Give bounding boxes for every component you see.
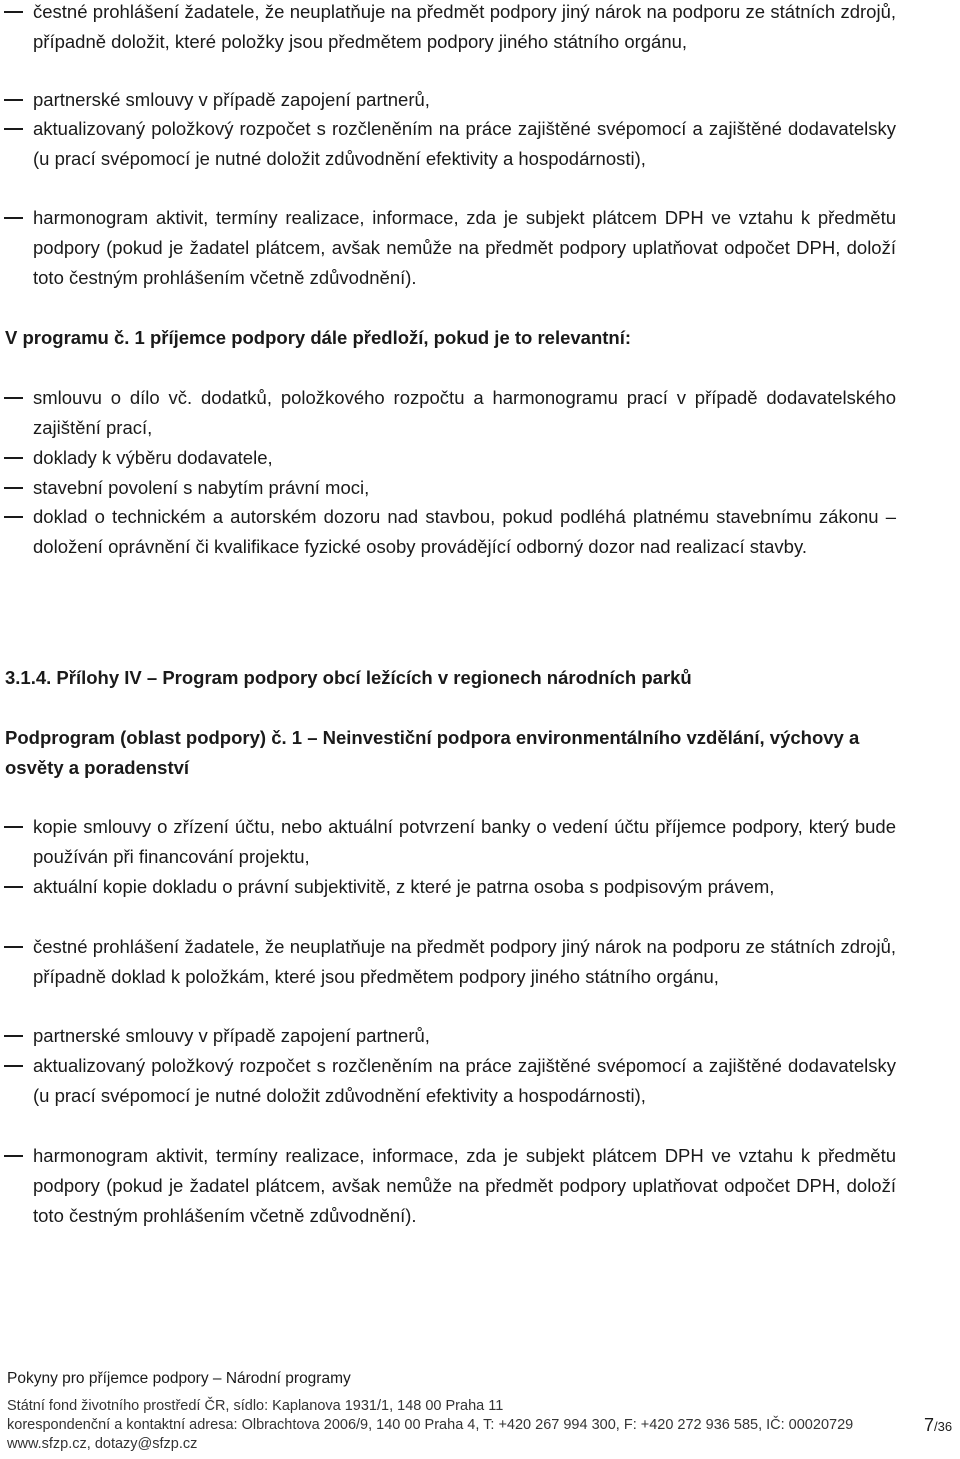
list-item-text: aktualizovaný položkový rozpočet s rozčleněním na práce zajištěné svépomocí a zajištěné dodavatelsky (u prací svépomocí je nutné doložit zdůvodnění efektivity a hospodárnosti), [33, 118, 896, 169]
list-item [0, 812, 900, 872]
page-current: 7 [924, 1415, 935, 1435]
list-item-text: doklady k výběru dodavatele, [33, 447, 273, 468]
program-heading: V programu č. 1 příjemce podpory dále předloží, pokud je to relevantní: [5, 327, 632, 348]
dash-bullet [4, 1155, 23, 1157]
footer-web: www.sfzp.cz, dotazy@sfzp.cz [7, 1436, 198, 1452]
list-item-text: stavební povolení s nabytím právní moci, [33, 477, 370, 498]
page-number [924, 1414, 952, 1438]
dash-bullet [4, 516, 23, 518]
dash-bullet [4, 217, 23, 219]
list-item-text: harmonogram aktivit, termíny realizace, informace, zda je subjekt plátcem DPH ve vztahu k předmětu podpory (pokud je žadatel plátcem, avšak nemůže na předmět podpory uplatňovat odpočet DPH, doloží toto čestným prohlášením včetně zdůvodnění). [33, 207, 896, 288]
list-item [0, 932, 900, 992]
list-item [0, 443, 900, 473]
dash-bullet [4, 946, 23, 948]
list-item [0, 1051, 900, 1111]
subprogram-heading: Podprogram (oblast podpory) č. 1 – Neinvestiční podpora environmentálního vzdělání, výchovy a osvěty a poradenství [5, 727, 860, 778]
dash-bullet [4, 1035, 23, 1037]
dash-bullet [4, 11, 23, 13]
list-item [0, 473, 900, 503]
list-item-text: doklad o technickém a autorském dozoru nad stavbou, pokud podléhá platnému stavebnímu zákonu – doložení oprávnění či kvalifikace fyzické osoby provádějící odborný dozor nad realizací stavby. [33, 506, 896, 557]
dash-bullet [4, 397, 23, 399]
list-item-text: partnerské smlouvy v případě zapojení partnerů, [33, 89, 430, 110]
dash-bullet [4, 1065, 23, 1067]
dash-bullet [4, 886, 23, 888]
list-item [0, 502, 900, 562]
list-item-text: aktualizovaný položkový rozpočet s rozčleněním na práce zajištěné svépomocí a zajištěné dodavatelsky (u prací svépomocí je nutné doložit zdůvodnění efektivity a hospodárnosti), [33, 1055, 896, 1106]
footer-address: Státní fond životního prostředí ČR, sídlo: Kaplanova 1931/1, 148 00 Praha 11 [7, 1398, 504, 1414]
footer-title: Pokyny pro příjemce podpory – Národní programy [7, 1370, 351, 1387]
page-total: /36 [934, 1419, 953, 1434]
list-item-text: partnerské smlouvy v případě zapojení partnerů, [33, 1025, 430, 1046]
list-item [0, 114, 900, 174]
list-item [0, 1021, 900, 1051]
list-item-text: harmonogram aktivit, termíny realizace, informace, zda je subjekt plátcem DPH ve vztahu k předmětu podpory (pokud je žadatel plátcem, avšak nemůže na předmět podpory uplatňovat odpočet DPH, doloží toto čestným prohlášením včetně zdůvodnění). [33, 1145, 896, 1226]
list-item-text: čestné prohlášení žadatele, že neuplatňuje na předmět podpory jiný nárok na podporu ze státních zdrojů, případně doložit, které položky jsou předmětem podpory jiného státního orgánu, [33, 1, 896, 52]
dash-bullet [4, 487, 23, 489]
dash-bullet [4, 99, 23, 101]
list-item [0, 85, 900, 115]
list-item [0, 383, 900, 443]
list-item [0, 872, 900, 902]
list-item-text: aktuální kopie dokladu o právní subjektivitě, z které je patrna osoba s podpisovým právem, [33, 876, 775, 897]
footer-contact: korespondenční a kontaktní adresa: Olbrachtova 2006/9, 140 00 Praha 4, T: +420 267 994 300, F: +420 272 936 585, IČ: 00020729 [7, 1417, 854, 1433]
list-item-text: kopie smlouvy o zřízení účtu, nebo aktuální potvrzení banky o vedení účtu příjemce podpory, který bude používán při financování projektu, [33, 816, 896, 867]
section-heading: 3.1.4. Přílohy IV – Program podpory obcí ležících v regionech národních parků [5, 667, 692, 688]
dash-bullet [4, 457, 23, 459]
list-item [0, 203, 900, 292]
list-item-text: smlouvu o dílo vč. dodatků, položkového rozpočtu a harmonogramu prací v případě dodavatelského zajištění prací, [33, 387, 896, 438]
dash-bullet [4, 128, 23, 130]
list-item [0, 1141, 900, 1230]
dash-bullet [4, 826, 23, 828]
list-item-text: čestné prohlášení žadatele, že neuplatňuje na předmět podpory jiný nárok na podporu ze státních zdrojů, případně doklad k položkám, které jsou předmětem podpory jiného státního orgánu, [33, 936, 896, 987]
list-item [0, 0, 900, 57]
